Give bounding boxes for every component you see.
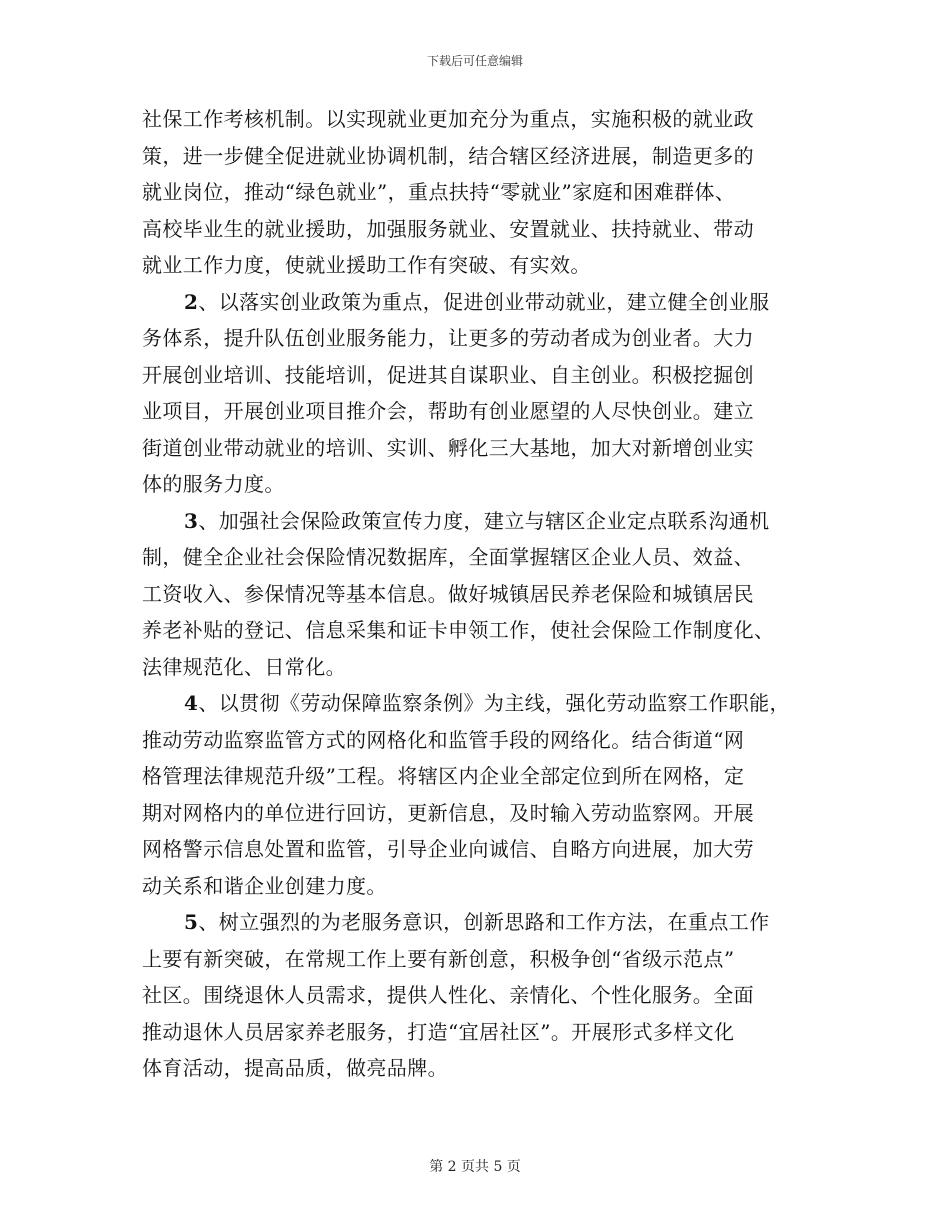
item-number: 2 bbox=[184, 289, 199, 314]
text-line: 期对网格内的单位进行回访，更新信息，及时输入劳动监察网。开展 bbox=[142, 800, 754, 825]
item-number: 5 bbox=[184, 910, 199, 934]
text-line: 体的服务力度。 bbox=[142, 472, 285, 496]
text-line: 务体系，提升队伍创业服务能力，让更多的劳动者成为创业者。大力 bbox=[142, 326, 754, 350]
text-segment: 、以贯彻《劳动保障监察条例》为主线，强化劳动监察工作职能， bbox=[198, 691, 790, 715]
page-header: 下载后可任意编辑 bbox=[426, 54, 523, 68]
paragraph-2 bbox=[142, 284, 812, 503]
text-line: 格管理法律规范升级”工程。将辖区内企业全部定位到所在网格，定 bbox=[142, 764, 745, 788]
text-segment: 、树立强烈的为老服务意识，创新思路和工作方法，在重点工作 bbox=[198, 910, 770, 934]
paragraph-4 bbox=[142, 685, 812, 904]
text-segment: 、以落实创业政策为重点，促进创业带动就业，建立健全创业服 bbox=[198, 289, 770, 314]
text-line: 社区。围绕退休人员需求，提供人性化、亲情化、个性化服务。全面 bbox=[142, 983, 754, 1007]
text-line: 高校毕业生的就业援助，加强服务就业、安置就业、扶持就业、带动 bbox=[142, 216, 754, 241]
text-line: 网格警示信息处置和监管，引导企业向诚信、自略方向进展，加大劳 bbox=[142, 837, 754, 861]
item-number: 4 bbox=[184, 691, 199, 715]
text-line: 推动退休人员居家养老服务，打造“宜居社区”。开展形式多样文化 bbox=[142, 1019, 735, 1044]
text-line: 就业岗位，推动“绿色就业”，重点扶持“零就业”家庭和困难群体、 bbox=[142, 180, 736, 204]
text-line bbox=[142, 685, 812, 722]
text-line: 开展创业培训、技能培训，促进其自谋职业、自主创业。积极挖掘创 bbox=[142, 362, 754, 387]
text-line: 养老补贴的登记、信息采集和证卡申领工作，使社会保险工作制度化、 bbox=[142, 618, 775, 642]
text-line: 法律规范化、日常化。 bbox=[142, 654, 346, 679]
document-body bbox=[142, 101, 812, 1087]
text-line: 就业工作力度，使就业援助工作有突破、有实效。 bbox=[142, 253, 591, 277]
text-segment: 、加强社会保险政策宣传力度，建立与辖区企业定点联系沟通机 bbox=[198, 508, 770, 533]
text-line: 上要有新突破，在常规工作上要有新创意，积极争创“省级示范点” bbox=[142, 946, 735, 971]
text-line: 策，进一步健全促进就业协调机制，结合辖区经济进展，制造更多的 bbox=[142, 143, 754, 168]
item-number: 3 bbox=[184, 508, 199, 533]
paragraph-1 bbox=[142, 101, 812, 284]
text-line bbox=[142, 904, 812, 941]
text-line: 街道创业带动就业的培训、实训、孵化三大基地，加大对新增创业实 bbox=[142, 435, 754, 460]
text-line: 制，健全企业社会保险情况数据库，全面掌握辖区企业人员、效益、 bbox=[142, 545, 754, 569]
text-line: 动关系和谐企业创建力度。 bbox=[142, 873, 387, 898]
text-line bbox=[142, 503, 812, 540]
text-line: 社保工作考核机制。以实现就业更加充分为重点，实施积极的就业政 bbox=[142, 107, 754, 131]
text-line: 工资收入、参保情况等基本信息。做好城镇居民养老保险和城镇居民 bbox=[142, 581, 754, 606]
page-footer: 第 2 页共 5 页 bbox=[429, 1159, 521, 1175]
text-line: 体育活动，提高品质，做亮品牌。 bbox=[142, 1056, 448, 1080]
paragraph-5 bbox=[142, 904, 812, 1087]
text-line bbox=[142, 284, 812, 321]
paragraph-3 bbox=[142, 503, 812, 686]
text-line: 业项目，开展创业项目推介会，帮助有创业愿望的人尽快创业。建立 bbox=[142, 399, 754, 423]
text-line: 推动劳动监察监管方式的网格化和监管手段的网络化。结合街道“网 bbox=[142, 727, 745, 752]
